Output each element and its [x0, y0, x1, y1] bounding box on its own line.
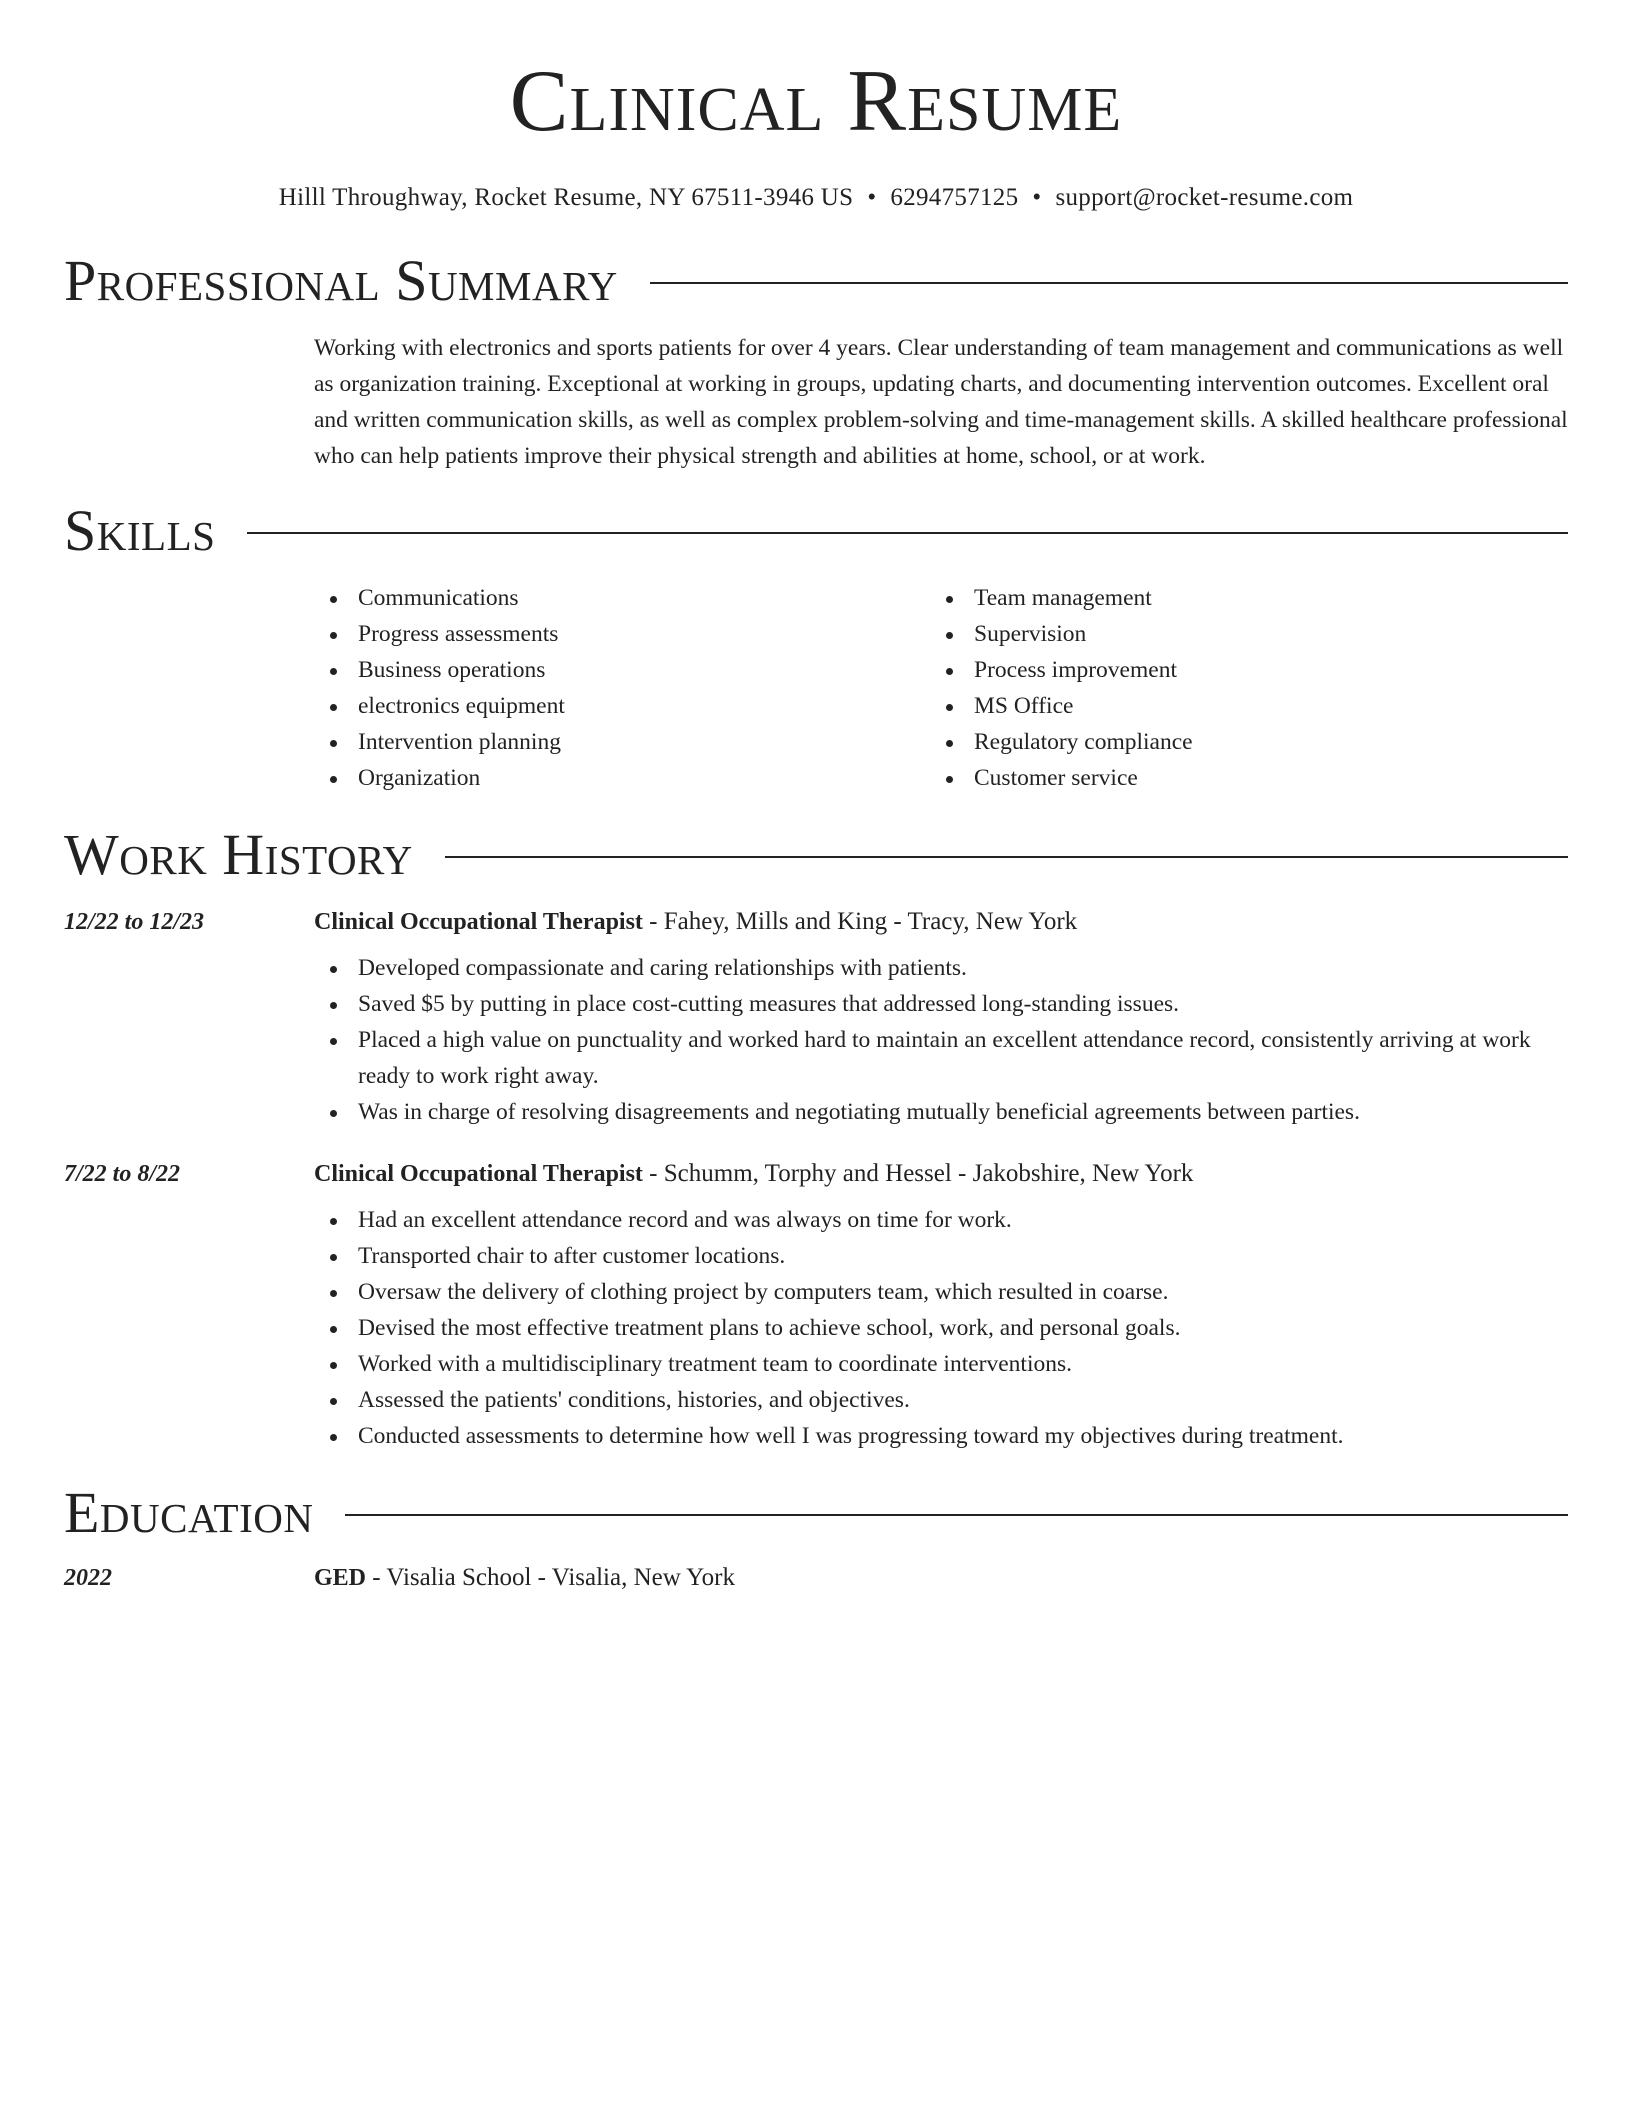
separator-bullet: •	[1032, 184, 1042, 211]
summary-section-header	[64, 248, 1568, 313]
summary-heading: Professional Summary	[64, 248, 618, 313]
section-divider	[650, 282, 1568, 284]
skill-item: Process improvement	[974, 652, 1546, 688]
job-employer: - Schumm, Torphy and Hessel - Jakobshire, New York	[642, 1160, 1194, 1187]
skill-item: Intervention planning	[358, 724, 930, 760]
education-line	[314, 1564, 735, 1592]
job-employer: - Fahey, Mills and King - Tracy, New York	[642, 908, 1078, 935]
skill-item: Business operations	[358, 652, 930, 688]
skill-item: MS Office	[974, 688, 1546, 724]
job-bullet: Had an excellent attendance record and was always on time for work.	[358, 1202, 1568, 1238]
skill-item: Customer service	[974, 760, 1546, 796]
skills-heading: Skills	[64, 498, 216, 563]
job-title: Clinical Occupational Therapist	[314, 909, 643, 935]
education-entry	[64, 1564, 1568, 1592]
job-bullet: Worked with a multidisciplinary treatment team to coordinate interventions.	[358, 1346, 1568, 1382]
job-bullet: Assessed the patients' conditions, histories, and objectives.	[358, 1382, 1568, 1418]
job-title: Clinical Occupational Therapist	[314, 1161, 643, 1187]
section-divider	[247, 532, 1568, 534]
skill-item: Team management	[974, 580, 1546, 616]
job-title-line	[314, 1160, 1193, 1188]
separator-bullet: •	[867, 184, 877, 211]
resume-name: Clinical Resume	[509, 53, 1123, 150]
skill-item: Organization	[358, 760, 930, 796]
education-year: 2022	[64, 1565, 112, 1591]
job-bullet: Placed a high value on punctuality and worked hard to maintain an excellent attendance record, consistently arriving at work ready to work right away.	[358, 1022, 1568, 1094]
job-bullets	[64, 950, 1568, 1130]
phone: 6294757125	[890, 184, 1019, 211]
email: support@rocket-resume.com	[1055, 184, 1354, 211]
job-dates: 12/22 to 12/23	[64, 909, 205, 935]
job-bullet: Oversaw the delivery of clothing project by computers team, which resulted in coarse.	[358, 1274, 1568, 1310]
job-bullet: Transported chair to after customer locations.	[358, 1238, 1568, 1274]
job-bullet: Devised the most effective treatment plans to achieve school, work, and personal goals.	[358, 1310, 1568, 1346]
section-divider	[345, 1514, 1568, 1516]
job-bullet: Was in charge of resolving disagreements and negotiating mutually beneficial agreements between parties.	[358, 1094, 1568, 1130]
summary-text: Working with electronics and sports patients for over 4 years. Clear understanding of team management and communications as well as organization training. Exceptional at working in groups, updating charts, and documenting intervention outcomes. Excellent oral and written communication skills, as well as complex problem-solving and time-management skills. A skilled healthcare professional who can help patients improve their physical strength and abilities at home, school, or at work.	[314, 335, 1568, 469]
education-section-header	[64, 1480, 1568, 1545]
skills-list	[314, 580, 1568, 796]
job-bullets	[64, 1202, 1568, 1454]
job-bullet: Conducted assessments to determine how well I was progressing toward my objectives during treatment.	[358, 1418, 1568, 1454]
job-header	[64, 908, 1568, 936]
skill-item: Supervision	[974, 616, 1546, 652]
skill-item: Communications	[358, 580, 930, 616]
work-heading: Work History	[64, 822, 413, 887]
job-entry	[64, 908, 1568, 1130]
skill-item: electronics equipment	[358, 688, 930, 724]
section-divider	[445, 856, 1568, 858]
contact-line	[64, 184, 1568, 212]
skills-section-header	[64, 498, 1568, 563]
job-bullet: Developed compassionate and caring relationships with patients.	[358, 950, 1568, 986]
job-entry	[64, 1160, 1568, 1454]
skills-column-right	[930, 580, 1546, 796]
job-bullet: Saved $5 by putting in place cost-cutting measures that addressed long-standing issues.	[358, 986, 1568, 1022]
education-heading: Education	[64, 1480, 314, 1545]
work-section-header	[64, 822, 1568, 887]
skills-column-left	[314, 580, 930, 796]
education-school: - Visalia School - Visalia, New York	[366, 1564, 735, 1591]
address: Hilll Throughway, Rocket Resume, NY 67511-3946 US	[278, 184, 854, 211]
skill-item: Progress assessments	[358, 616, 930, 652]
education-degree: GED	[314, 1565, 367, 1591]
job-header	[64, 1160, 1568, 1188]
job-title-line	[314, 908, 1077, 936]
job-dates: 7/22 to 8/22	[64, 1161, 181, 1187]
skill-item: Regulatory compliance	[974, 724, 1546, 760]
